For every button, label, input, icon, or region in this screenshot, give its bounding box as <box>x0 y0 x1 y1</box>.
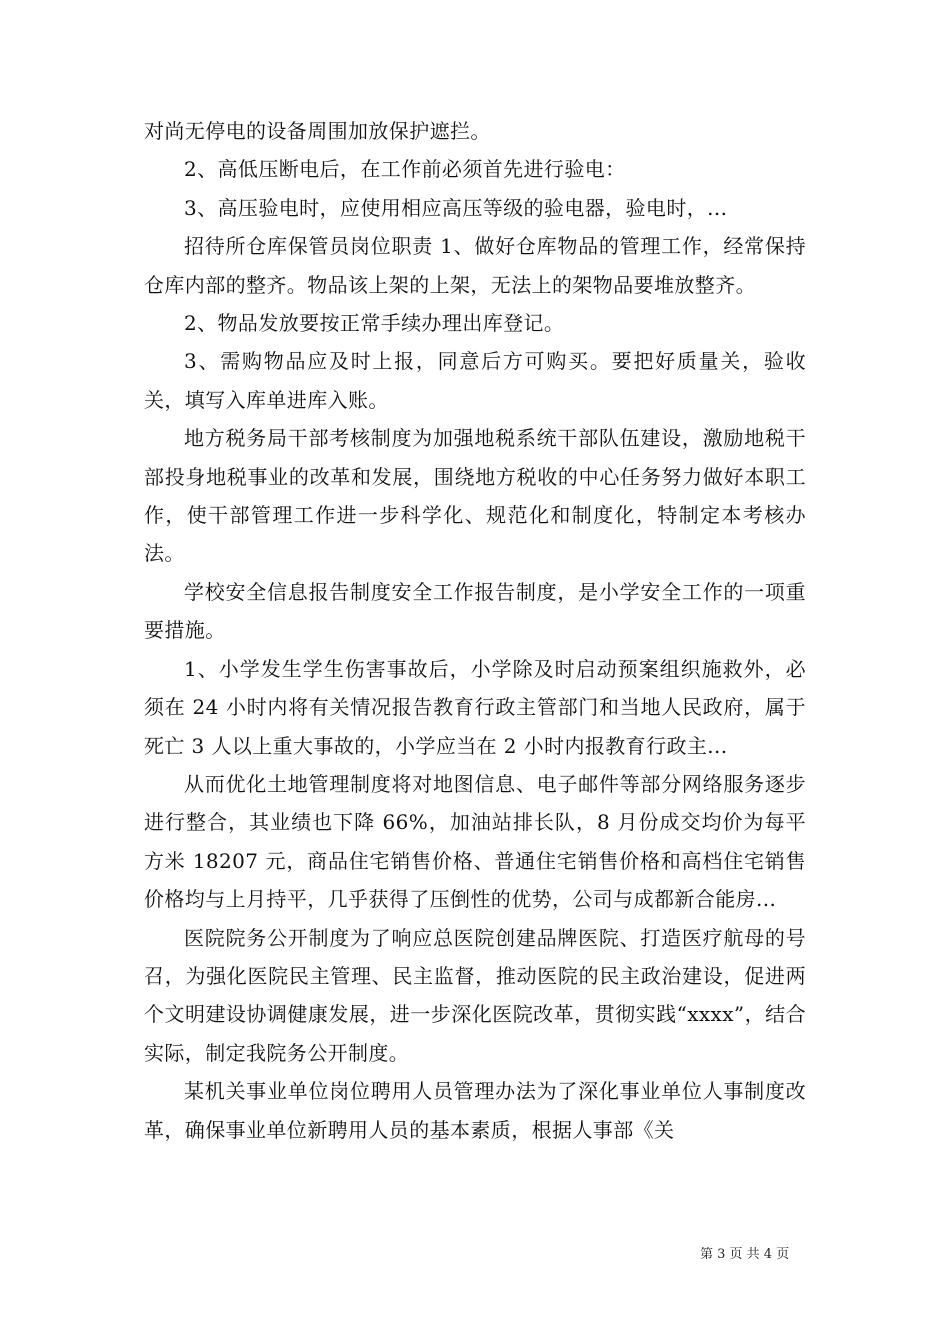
paragraph: 2、高低压断电后，在工作前必须首先进行验电： <box>184 157 626 182</box>
paragraph: 医院院务公开制度为了响应总医院创建品牌医院、打造医疗航母的号召，为强化医院民主管理、民主监督，推动医院的民主政治建设，促进两个文明建设协调健康发展，进一步深化医院改革，贯彻实践“xxxx”，结合实际，制定我院务公开制度。 <box>144 925 806 1065</box>
paragraph: 学校安全信息报告制度安全工作报告制度，是小学安全工作的一项重要措施。 <box>144 579 806 643</box>
paragraph: 对尚无停电的设备周围加放保护遮拦。 <box>144 119 491 143</box>
document-body <box>144 112 806 1149</box>
paragraph: 3、需购物品应及时上报，同意后方可购买。要把好质量关，验收关，填写入库单进库入账。 <box>144 349 806 412</box>
paragraph: 招待所仓库保管员岗位职责 1、做好仓库物品的管理工作，经常保持仓库内部的整齐。物品该上架的上架，无法上的架物品要堆放整齐。 <box>144 234 806 297</box>
paragraph: 某机关事业单位岗位聘用人员管理办法为了深化事业单位人事制度改革，确保事业单位新聘用人员的基本素质，根据人事部《关 <box>144 1079 806 1142</box>
paragraph: 从而优化土地管理制度将对地图信息、电子邮件等部分网络服务逐步进行整合，其业绩也下降 66%，加油站排长队，8 月份成交均价为每平方米 18207 元，商品住宅销售价格、普通住宅销售价格和高档住宅销售价格均与上月持平，几乎获得了压倒性的优势，公司与成都新合能房... <box>144 771 806 912</box>
paragraph: 1、小学发生学生伤害事故后，小学除及时启动预案组织施救外，必须在 24 小时内将有关情况报告教育行政主管部门和当地人民政府，属于死亡 3 人以上重大事故的，小学应当在 2 小时内报教育行政主... <box>144 656 806 758</box>
paragraph: 2、物品发放要按正常手续办理出库登记。 <box>184 311 565 336</box>
page-number-footer: 第 3 页 共 4 页 <box>700 1247 790 1262</box>
paragraph: 地方税务局干部考核制度为加强地税系统干部队伍建设，激励地税干部投身地税事业的改革和发展，围绕地方税收的中心任务努力做好本职工作，使干部管理工作进一步科学化、规范化和制度化，特制定本考核办法。 <box>144 426 806 566</box>
paragraph: 3、高压验电时，应使用相应高压等级的验电器，验电时，... <box>184 195 728 220</box>
